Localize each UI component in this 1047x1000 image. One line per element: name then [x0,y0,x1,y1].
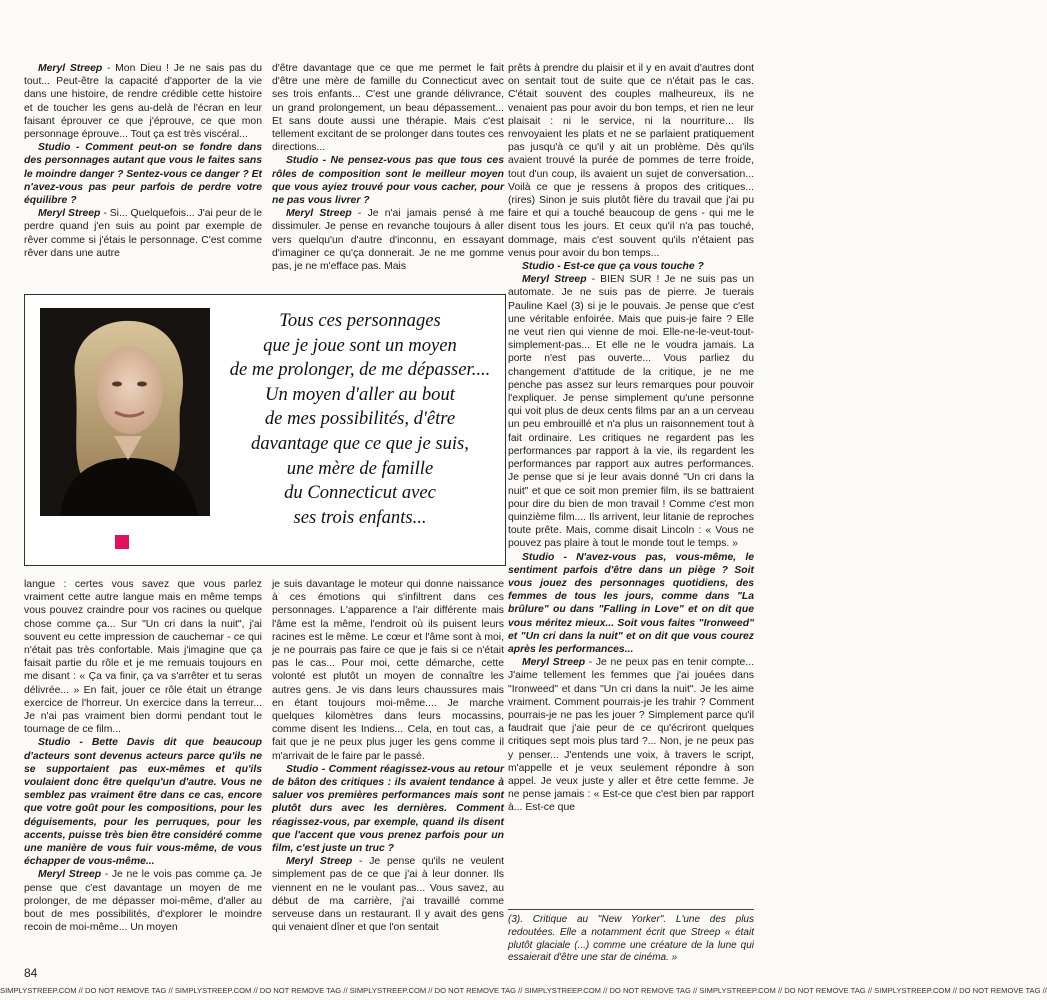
speaker-name: Meryl Streep [38,869,102,881]
interview-answer: Meryl Streep - Je pense qu'ils ne veulent simplement pas de ce que j'ai à leur donner. Ils viennent en ne le voulant pas... Vous savez, au début de ma carrière, j'ai travaillé comme serveuse dans un restaurant. Il y avait des gens qui venaient dîner et que l'on sentait [272,856,504,934]
interview-answer: Meryl Streep - Je ne le vois pas comme ça. Je pense que c'est davantage un moyen de me prolonger, de me dépasser moi-même, d'aller au bout de mes possibilités, d'explorer le moindre recoin de moi-même... Un moyen [24,869,262,934]
continued-paragraph: prêts à prendre du plaisir et il y en avait d'autres dont on sentait tout de suite que ce n'était pas le cas. C'était souvent des couples malheureux, ils ne venaient pas pour avoir du bon temps, et rien ne leur plaisait : ni le service, ni la nourriture... Ils renvoyaient les plats et ne se parlaient pratiquement pas jusqu'à ce qu'il y ait un problème. Dès qu'ils avaient trouvé la purée de pommes de terre froide, tout d'un coup, ils avaient un sujet de conversation... Voilà ce que je ressens à propos des critiques... (rires) Sinon je suis plutôt fière du travail que j'ai pu faire et qui a touché beaucoup de gens - qui me le disent tous les jours. Et ceux qu'il n'a pas touché, dommage, mais c'est souvent qu'ils n'étaient pas venus pour avoir du bon temps... [508,63,754,259]
interview-question: Studio - Comment réagissez-vous au retour de bâton des critiques : ils avaient tendance à saluer vos premières performances mais sont plutôt durs avec les dernières. Comment réagissez-vous, par exemple, quand ils disent que l'accent que vous prenez parfois pour un film, c'est juste un truc ? [272,763,504,855]
pull-quote-line: ses trois enfants... [293,506,427,528]
interview-answer: Meryl Streep - Mon Dieu ! Je ne sais pas du tout... Peut-être la capacité d'apporter de la vie dans une histoire, de rendre crédible cette histoire et de toucher les gens au-delà de l'écran en leur faisant éprouver ce que j'éprouve, ce que mon personnage éprouve... Tout ça est très viscéral... [24,63,263,141]
pull-quote-line: une mère de famille [286,457,434,479]
page-number: 84 [24,966,38,980]
interview-answer: Meryl Streep - BIEN SUR ! Je ne suis pas un automate. Je ne suis pas de pierre. Je tuerais Pauline Kael (3) si je le pouvais. Je pense que c'est une véritable enfoirée. Mais que puis-je faire ? Elle ne veut rien qui vienne de moi. Elle-ne-le-veut-tout-simplement-pas... Et elle ne le voudra jamais. La porte n'est pas ouverte... Vous parliez du changement d'attitude de la critique, je ne me penche pas assez sur leurs remarques pour pouvoir l'expliquer. Je pense simplement qu'une personne qui voit plus de deux cents films par an a un cerveau un peu embrouillé et n'a plus un raisonnement tout à fait ordinaire. Les critiques ne regardent pas les performances par rapport à la vie, ils regardent les performances par rapport aux autres performances. Je pense que si je leur avais donné "Un cri dans la nuit" et que ce soit mon premier film, ils se battraient pour dire du bien de mon travail ! Comme c'est mon quinzième film.... Ils arrivent, leur litanie de reproches toute prête. Mais, comme disait Lincoln : « Vous ne pouvez pas plaire à tout le monde tout le temps. » [508,274,755,550]
column-top-middle [272,62,504,273]
interview-question: Studio - Bette Davis dit que beaucoup d'acteurs sont devenus acteurs parce qu'ils ne se supportaient pas eux-mêmes et qu'ils voulaient donc être quelqu'un d'autre. Vous ne semblez pas vraiment être dans ce cas, encore que votre goût pour les compositions, pour les déguisements, pour les perruques, pour les accents, puisse très bien être considéré comme une manière de vous fuir vous-même, de vous échapper de vous-même... [24,737,262,868]
column-right [508,62,754,815]
accent-square-marker [115,535,129,549]
speaker-name: Meryl Streep [522,657,586,669]
column-top-left [24,62,262,260]
interview-question: Studio - Est-ce que ça vous touche ? [522,261,704,273]
interview-answer: Meryl Streep - Je n'ai jamais pensé à me dissimuler. Je pense en revanche toujours à aller vers quelqu'un d'autre d'inconnu, en essayant d'imaginer ce qu'ça donnerait. Je ne me gomme pas, je ne m'efface pas. Mais [272,208,504,273]
pull-quote-line: du Connecticut avec [284,482,436,504]
speaker-name: Meryl Streep [286,208,352,220]
pull-quote-line: de mes possibilités, d'être [264,408,456,430]
interview-answer: Meryl Streep - Je ne peux pas en tenir compte... J'aime tellement les femmes que j'ai jouées dans "Ironweed" et dans "Un cri dans la nuit". Je les aime vraiment. Comment pourrais-je les trahir ? Comment pourrais-je ne pas les jouer ? Simplement parce qu'il faudrait que j'aie peur de ce qu'écriront quelques critiques sept mois plus tard ?... Non, je ne peux pas y penser... J'entends une voix, à travers le script, m'appelle et je veux seulement répondre à son appel. Je veux juste y aller et être cette femme. Je ne pense jamais : « Est-ce que c'est bien par rapport à... Est-ce que [508,657,754,814]
pull-quote-line: Tous ces personnages [279,310,441,331]
continued-paragraph: d'être davantage que ce que me permet le fait d'être une mère de famille du Connecticut avec ses trois enfants... C'est une grande délivrance, un grand prolongement, un beau dépassement... Et sans doute aussi une thérapie. Mais c'est tellement excitant de se prolonger dans toutes ces directions... [272,63,504,154]
pull-quote-box [24,294,506,566]
pull-quote-line: que je joue sont un moyen [263,334,457,356]
continued-paragraph: langue : certes vous savez que vous parlez vraiment cette autre langue mais en même temps vous pouvez craindre pour vos racines ou quelque chose comme ça... Sur "Un cri dans la nuit", j'ai souvent eu cette impression de cauchemar - ce qui n'était pas très confortable. Mais j'imagine que ça faisait partie du rôle et je me remuais toujours en me disant : « Ça va finir, ça va s'arrêter et tu seras délivrée... » En fait, jouer ce rôle était un étrange exercice de l'horreur. Un exercice dans la terreur... Je n'ai pas vraiment bien dormi pendant tout le tournage de ce film... [24,579,262,736]
speaker-name: Meryl Streep [522,274,587,286]
pull-quote-line: davantage que ce que je suis, [251,432,469,454]
interview-answer: Meryl Streep - Si... Quelquefois... J'ai peur de le perdre quand j'en suis au point par exemple de rêver comme si j'étais le personnage. C'est comme rêver dans une autre [24,208,263,259]
interview-question: Studio - Ne pensez-vous pas que tous ces rôles de composition sont le meilleur moyen que vous ayiez trouvé pour vous cacher, pour ne pas vous livrer ? [272,155,504,207]
speaker-name: Meryl Streep [38,63,103,74]
watermark-tag: SIMPLYSTREEP.COM // DO NOT REMOVE TAG // SIMPLYSTREEP.COM // DO NOT REMOVE TAG // SIMPLYSTREEP.COM // DO NOT REMOVE TAG // SIMPLYSTREEP.COM // DO NOT REMOVE TAG // SIMPLYSTREEP.COM // DO NOT REMOVE TAG // SIMPLYSTREEP.COM // DO NOT REMOVE TAG // [0,982,770,1000]
pull-quote-line: Un moyen d'aller au bout [265,383,455,405]
portrait-photo [40,308,210,516]
footnote-rule [508,909,754,910]
speaker-name: Meryl Streep [38,208,101,220]
continued-paragraph: je suis davantage le moteur qui donne naissance à ces émotions qui s'infiltrent dans ces personnages. L'apparence a l'air différente mais l'âme est la même, l'endroit où ils puisent leurs racines est le même. Le cœur et l'âme sont à moi, je ne pourrais pas faire ce que je fais si ce n'était pas le cas... Pour moi, cette démarche, cette volonté est plutôt un moyen de connaître les autres gens. Je vis dans leurs chaussures mais en étant toujours moi-même.... Je marche quelques kilomètres dans leurs mocassins, comme disent les Indiens... Cela, en tout cas, a fait que je ne peux plus juger les gens comme il m'arrivait de le faire par le passé. [272,579,504,762]
pull-quote-line: de me prolonger, de me dépasser.... [229,359,491,381]
interview-question: Studio - N'avez-vous pas, vous-même, le sentiment parfois d'être dans un piège ? Soit vous jouez des personnages quotidiens, des femmes de tous les jours, comme dans "La brûlure" ou dans "Falling in Love" et on dit que vous méritez mieux... Soit vous faites "Ironweed" et "Un cri dans la nuit" et on dit que vous courez après les performances... [508,551,754,655]
pull-quote-text [225,309,495,530]
footnote: (3). Critique au "New Yorker". L'une des plus redoutées. Elle a notamment écrit que Streep « était plutôt glaciale (...) comme une créature de la lune qui essaierait d'être une star de cinéma. » [508,914,754,964]
interview-question: Studio - Comment peut-on se fondre dans des personnages autant que vous le faites sans le moindre danger ? Sentez-vous ce danger ? Et n'avez-vous pas peur parfois de perdre votre équilibre ? [24,142,262,207]
column-bottom-middle [272,578,504,934]
speaker-name: Meryl Streep [286,856,353,868]
column-bottom-left [24,578,262,934]
